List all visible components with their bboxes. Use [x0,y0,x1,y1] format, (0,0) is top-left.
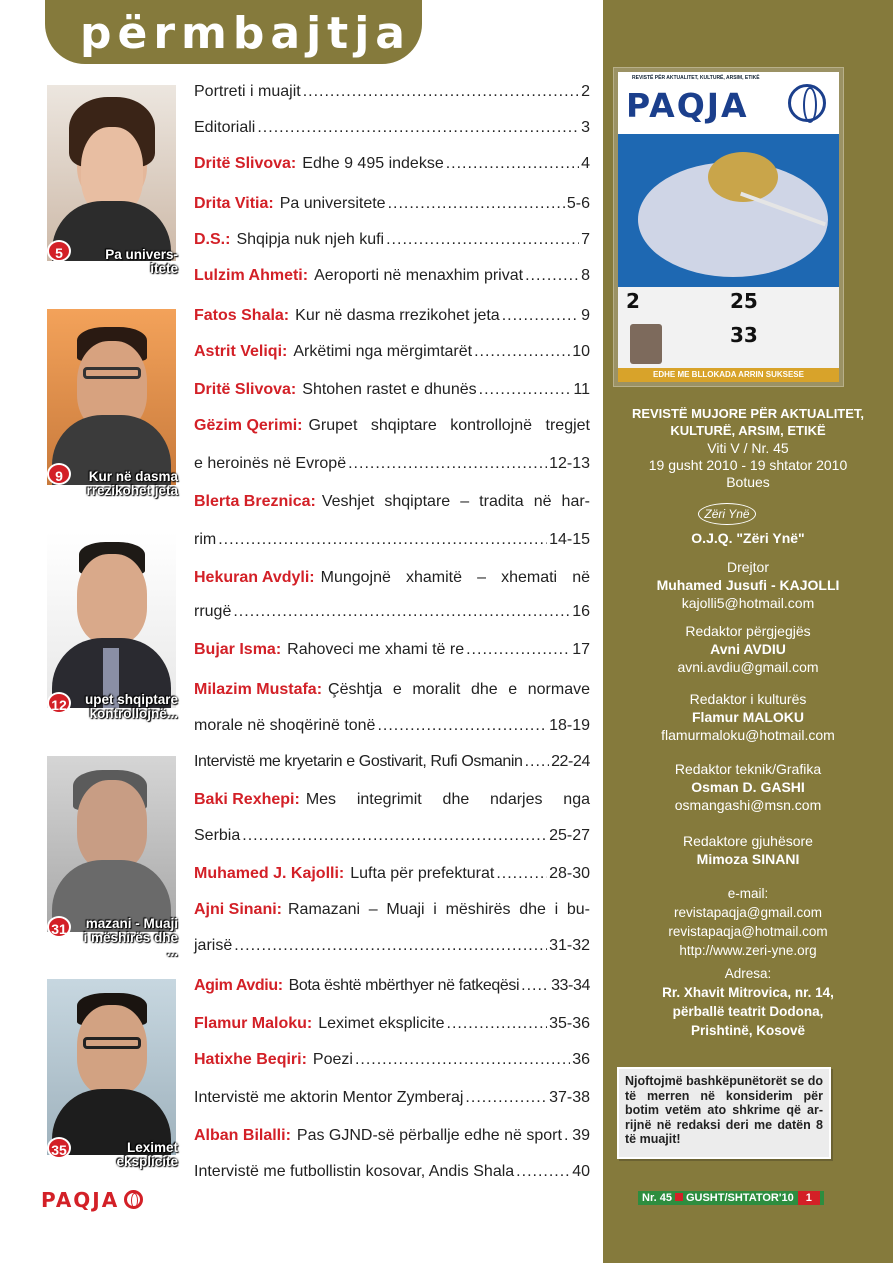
toc-leader [388,192,565,216]
editor-block [603,622,893,676]
article-photo[interactable] [47,756,176,932]
toc-leader [303,80,579,104]
page-badge: 5 [47,240,71,262]
contact-email[interactable]: revistapaqja@hotmail.com [668,924,828,939]
toc-entry[interactable] [194,788,590,812]
toc-leader [525,750,550,774]
footer-issue-badge [638,1191,824,1205]
toc-leader [465,1086,547,1110]
square-icon [675,1193,683,1201]
toc-leader [377,714,547,738]
staff-name: Flamur MALOKU [692,709,804,725]
staff-name: Mimoza SINANI [696,851,800,867]
toc-entry[interactable] [194,414,590,438]
toc-author: Muhamed J. Kajolli: [194,865,345,882]
toc-page-number: 16 [572,603,590,620]
toc-entry[interactable] [194,1124,590,1148]
photo-caption [70,693,178,721]
submission-notice: Njoftojmë bashkëpunëtorët se do të merren në konsiderim për botim vetëm ato shkrime që ar-rijnë në redaksi deri me datën 8 të muajit! [617,1067,831,1159]
toc-entry[interactable] [194,934,590,958]
toc-author: Flamur Maloku: [194,1015,313,1032]
toc-leader [466,638,570,662]
toc-entry[interactable] [194,152,590,176]
toc-entry[interactable] [194,1048,590,1072]
issue-info [603,440,893,491]
toc-leader [502,304,579,328]
toc-leader [496,862,547,886]
toc-entry[interactable] [194,678,590,702]
publisher-label: Botues [726,474,770,490]
article-photo[interactable] [47,85,176,261]
toc-page-number: 37-38 [549,1089,590,1106]
portrait-face [77,554,147,644]
toc-page-number: 36 [572,1051,590,1068]
toc-title: Rahoveci me xhami të re [287,641,465,658]
toc-entry[interactable] [194,824,590,848]
portrait-face [77,1005,147,1095]
role-label: Redaktor i kulturës [689,691,807,707]
toc-entry[interactable] [194,1086,590,1110]
toc-entry[interactable] [194,228,590,252]
toc-title: rim [194,531,217,548]
staff-name: Osman D. GASHI [691,779,805,795]
glasses-icon [83,1037,141,1049]
toc-title: Leximet eksplicite [318,1015,445,1032]
toc-entry[interactable] [194,528,590,552]
staff-email[interactable]: flamurmaloku@hotmail.com [661,727,835,743]
staff-email[interactable]: avni.avdiu@gmail.com [677,659,819,675]
tech-editor-block [603,760,893,814]
toc-page-number: 12-13 [549,455,590,472]
toc-title: Portreti i muajit [194,83,301,100]
role-label: Redaktor teknik/Grafika [674,761,822,777]
photo-caption [70,1141,178,1169]
toc-page-number: 31-32 [549,937,590,954]
staff-email[interactable]: osmangashi@msn.com [674,797,822,813]
toc-entry[interactable] [194,566,590,590]
masthead-line: KULTURË, ARSIM, ETIKË [670,423,826,438]
portrait-face [77,780,147,870]
toc-author: Drita Vitia: [194,195,274,212]
toc-author: Agim Avdiu: [194,977,283,994]
page-badge: 12 [47,692,71,714]
toc-entry[interactable] [194,1012,590,1036]
photo-caption-line: Kur në dasma rrezikohet jeta [86,469,178,498]
photo-caption [70,248,178,276]
toc-page-number: 17 [572,641,590,658]
photo-caption [70,917,178,959]
language-editor-block [603,832,893,868]
director-block [603,558,893,612]
masthead-tagline [603,405,893,439]
cover-image [618,72,839,382]
toc-author: D.S.: [194,231,231,248]
toc-title: e heroinës në Evropë [194,455,347,472]
toc-entry[interactable] [194,378,590,402]
toc-title: Arkëtimi nga mërgimtarët [293,343,473,360]
toc-author: Ajni Sinani: [194,901,282,918]
toc-title: Shqipja nuk njeh kufi [236,231,385,248]
toc-title: Intervistë me aktorin Mentor Zymberaj [194,1089,464,1106]
toc-leader [348,452,547,476]
photo-caption-line: Pa univers- itete [105,247,178,276]
toc-page-number: 39 [572,1127,590,1144]
toc-page-number: 35-36 [549,1015,590,1032]
role-label: Redaktor përgjegjës [685,623,811,639]
toc-leader [525,264,579,288]
toc-author: Baki Rexhepi: [194,791,300,808]
toc-page-number: 3 [581,119,590,136]
staff-name: Avni AVDIU [710,641,786,657]
toc-page-number: 5-6 [566,195,590,212]
toc-page-number: 14-15 [549,531,590,548]
toc-entry[interactable] [194,340,590,364]
toc-author: Milazim Mustafa: [194,681,323,698]
toc-author: Fatos Shala: [194,307,290,324]
toc-title: Edhe 9 495 indekse [302,155,444,172]
role-label: Drejtor [726,559,769,575]
toc-entry[interactable] [194,452,590,476]
toc-page-number: 28-30 [549,865,590,882]
cover-masthead [618,72,839,134]
cover-logo: PAQJA [626,86,749,125]
toc-page-number: 25-27 [549,827,590,844]
toc-title: Lufta për prefekturat [350,865,495,882]
toc-entry[interactable] [194,862,590,886]
toc-entry[interactable] [194,898,590,922]
glasses-icon [83,367,141,379]
toc-leader [564,1124,570,1148]
footer-logo: PAQJA [41,1188,120,1212]
toc-leader [474,340,570,364]
toc-page-number: 11 [573,381,590,398]
toc-leader [447,1012,548,1036]
toc-page-number: 2 [581,83,590,100]
toc-title: Intervistë me futbollistin kosovar, Andis Shala [194,1163,515,1180]
toc-title: Poezi [312,1051,353,1068]
toc-entry[interactable] [194,116,590,140]
photo-caption [70,470,178,498]
toc-leader [257,116,579,140]
magazine-cover[interactable] [613,67,844,387]
toc-title: Mes integrimit dhe ndarjes nga [305,791,590,808]
toc-title: Pas GJND-së përballje edhe në sport [296,1127,562,1144]
photo-caption-line: mazani - Muaji i mëshirës dhe ... [83,916,178,959]
toc-title: Veshjet shqiptare – tradita në har- [321,493,590,510]
cover-teaser-number: 25 [730,289,758,313]
toc-page-number: 10 [572,343,590,360]
toc-author: Hekuran Avdyli: [194,569,315,586]
toc-page-number: 8 [581,267,590,284]
photo-caption-line: upet shqiptare kontrollojnë... [84,692,178,721]
cover-strapline: EDHE ME BLLOKADA ARRIN SUKSESE [618,368,839,382]
address-line: Prishtinë, Kosovë [690,1023,806,1038]
toc-author: Hatixhe Beqiri: [194,1051,307,1068]
toc-entry[interactable] [194,264,590,288]
toc-author: Alban Bilalli: [194,1127,291,1144]
toc-author: Lulzim Ahmeti: [194,267,309,284]
toc-author: Astrit Veliqi: [194,343,288,360]
address-label: Adresa: [724,966,772,981]
toc-entry[interactable] [194,974,590,998]
toc-entry[interactable] [194,600,590,624]
publisher-name: O.J.Q. "Zëri Ynë" [691,530,805,546]
contact-block [603,884,893,960]
toc-title: morale në shoqërinë tonë [194,717,376,734]
toc-page-number: 7 [581,231,590,248]
page-badge: 31 [47,916,71,938]
toc-title: Bota është mbërthyer në fatkeqësi [288,977,520,994]
toc-author: Bujar Isma: [194,641,282,658]
website-link[interactable]: http://www.zeri-yne.org [679,943,817,958]
article-photo[interactable] [47,309,176,485]
cover-teaser-number: 2 [626,289,640,313]
toc-leader [446,152,579,176]
toc-page-number: 33-34 [551,977,590,994]
toc-title: Çështja e moralit dhe e normave [328,681,590,698]
masthead-line: REVISTË MUJORE PËR AKTUALITET, [631,406,865,421]
toc-author: Dritë Slivova: [194,155,297,172]
toc-entry[interactable] [194,638,590,662]
toc-leader [516,1160,570,1184]
footer-page-number: 1 [798,1191,820,1205]
address-line: Rr. Xhavit Mitrovica, nr. 14, [662,985,834,1000]
issue-number: Viti V / Nr. 45 [707,440,789,456]
toc-title: Grupet shqiptare kontrollojnë tregjet [308,417,590,434]
culture-editor-block [603,690,893,744]
toc-leader [479,378,572,402]
toc-author: Gëzim Qerimi: [194,417,303,434]
toc-leader [242,824,547,848]
toc-title: Intervistë me kryetarin e Gostivarit, Rufi Osmanin [194,753,523,770]
toc-title: Shtohen rastet e dhunës [302,381,477,398]
cover-tagline: REVISTË PËR AKTUALITET, KULTURË, ARSIM, ETIKË [632,75,760,81]
contact-email[interactable]: revistapaqja@gmail.com [673,905,822,920]
toc-entry[interactable] [194,490,590,514]
page-title: përmbajtja [80,8,411,59]
toc-title: Mungojnë xhamitë – xhemati në [320,569,590,586]
toc-leader [218,528,547,552]
role-label: Redaktore gjuhësore [683,833,813,849]
footer-period: GUSHT/SHTATOR'10 [685,1192,794,1204]
address-block [603,964,893,1040]
address-line: përballë teatrit Dodona, [672,1004,824,1019]
cover-teasers [618,287,839,382]
toc-leader [386,228,579,252]
toc-leader [355,1048,570,1072]
toc-page-number: 4 [581,155,590,172]
toc-title: Aeroporti në menaxhim privat [314,267,524,284]
toc-page-number: 40 [572,1163,590,1180]
toc-entry[interactable] [194,192,590,216]
toc-leader [521,974,549,998]
toc-entry[interactable] [194,750,590,774]
toc-entry[interactable] [194,714,590,738]
publisher-logo: Zëri Ynë [698,503,756,525]
toc-page-number: 9 [581,307,590,324]
toc-title: Serbia [194,827,241,844]
staff-name: Muhamed Jusufi - KAJOLLI [656,577,840,593]
toc-title: rrugë [194,603,232,620]
page-badge: 35 [47,1137,71,1159]
staff-email[interactable]: kajolli5@hotmail.com [681,595,815,611]
cover-teaser-number: 33 [730,323,758,347]
toc-entry[interactable] [194,1160,590,1184]
toc-title: jarisë [194,937,233,954]
photo-caption-line: Leximet eksplicite [116,1140,178,1169]
toc-entry[interactable] [194,304,590,328]
issue-dates: 19 gusht 2010 - 19 shtator 2010 [648,457,848,473]
toc-author: Blerta Breznica: [194,493,316,510]
toc-leader [234,934,547,958]
globe-icon [124,1190,143,1209]
page-badge: 9 [47,463,71,485]
email-label: e-mail: [727,886,769,901]
cover-portrait [630,324,662,364]
footer-issue-number: Nr. 45 [642,1192,672,1204]
globe-icon [788,84,826,122]
article-photo[interactable] [47,979,176,1155]
toc-page-number: 18-19 [549,717,590,734]
toc-leader [233,600,570,624]
toc-page-number: 22-24 [551,753,590,770]
article-photo[interactable] [47,532,176,708]
toc-entry[interactable] [194,80,590,104]
toc-title: Ramazani – Muaji i mëshirës dhe i bu- [288,901,590,918]
toc-title: Editoriali [194,119,256,136]
toc-title: Pa universitete [279,195,386,212]
toc-author: Dritë Slivova: [194,381,297,398]
toc-title: Kur në dasma rrezikohet jeta [295,307,500,324]
